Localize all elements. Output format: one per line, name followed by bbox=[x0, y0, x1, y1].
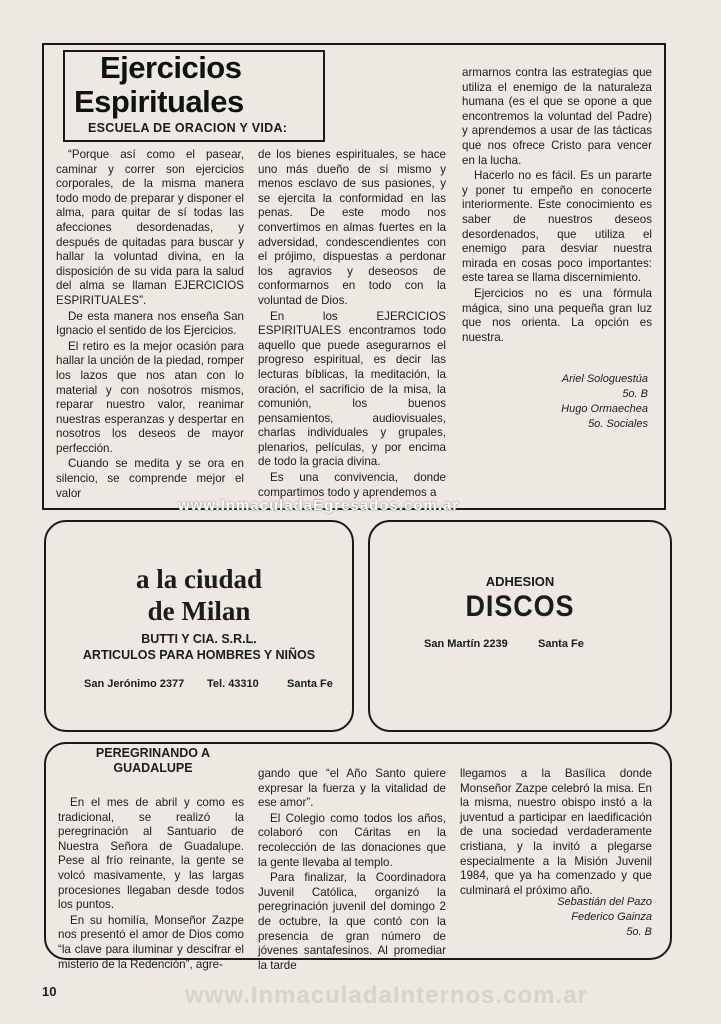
ad-discos-city: Santa Fe bbox=[538, 638, 584, 650]
paragraph: En su homilía, Monseñor Zazpe nos presentó el amor de Dios como “la clave para iluminar y descifrar el misterio de la Redención”, agre- bbox=[58, 913, 244, 971]
paragraph: llegamos a la Basílica donde Monseñor Zazpe celebró la misa. En la misma, nuestro obispo instó a la juventud a participar en laedificación de una sociedad verdaderamente cristiana, y la invitó a plegarse especialmente a la Misión Juvenil 1984, que ya ha comenzado y que culminará el próximo año. bbox=[460, 767, 652, 897]
paragraph: gando que “el Año Santo quiere expresar la fuerza y la vitalidad de ese amor”. bbox=[258, 767, 446, 810]
ad-milan-line1: a la ciudad bbox=[135, 564, 263, 594]
author-class: 5o. B bbox=[622, 388, 648, 400]
author-class: 5o. B bbox=[626, 926, 652, 938]
paragraph: Ejercicios no es una fórmula mágica, sino una pequeña gran luz que nos orienta. La opción es nuestra. bbox=[462, 286, 652, 344]
paragraph: Cuando se medita y se ora en silencio, se comprende mejor el valor bbox=[56, 457, 244, 500]
ad-milan-name bbox=[44, 563, 354, 627]
page-number: 10 bbox=[42, 984, 57, 999]
author-class: 5o. Sociales bbox=[588, 418, 648, 430]
author-name: Federico Gainza bbox=[571, 911, 652, 923]
paragraph: de los bienes espirituales, se hace uno más dueño de sí mismo y menos esclavo de sus pasiones, y se ejercita la conformidad en las penas. De este modo nos convertimos en almas fuertes en la adversidad, condescendientes con el prójimo, dispuestas a perdonar los agravios y deseosos de conformarnos en todo con la voluntad de Dios. bbox=[258, 148, 446, 307]
article-title-line1: Ejercicios bbox=[100, 50, 242, 85]
ad-discos bbox=[368, 520, 672, 732]
ad-discos-name: DISCOS bbox=[465, 590, 575, 623]
article1-column-1 bbox=[56, 148, 244, 502]
watermark-top: www.InmaculadaEgresados.com.ar bbox=[178, 497, 460, 514]
ad-milan-company-block bbox=[44, 631, 354, 663]
watermark-bottom: www.InmaculadaInternos.com.ar bbox=[185, 982, 588, 1009]
ad-discos-header: ADHESION bbox=[485, 574, 555, 589]
article2-title bbox=[58, 746, 248, 776]
author-name: Hugo Ormaechea bbox=[561, 403, 648, 415]
paragraph: De esta manera nos enseña San Ignacio el sentido de los Ejercicios. bbox=[56, 309, 244, 338]
ad-milan-city: Santa Fe bbox=[287, 678, 333, 690]
ad-milan-phone: Tel. 43310 bbox=[207, 678, 259, 690]
author-name: Sebastián del Pazo bbox=[557, 896, 652, 908]
article1-column-2 bbox=[258, 148, 446, 501]
article2-column-2 bbox=[258, 767, 446, 974]
author-name: Ariel Sologuestúa bbox=[561, 373, 648, 385]
article1-signature bbox=[520, 372, 648, 432]
paragraph: Para finalizar, la Coordinadora Juvenil Católica, organizó la peregrinación juvenil del domingo 2 de octubre, la que contó con la presencia de gran número de jóvenes santafesinos. Al promediar la tarde bbox=[258, 871, 446, 972]
paragraph: En los EJERCICIOS ESPIRITUALES encontramos todo aquello que puede asegurarnos el progreso espiritual, es decir las lecturas bíblicas, la meditación, la oración, el sacrificio de la misa, la comunión, los buenos pensamientos, audiovisuales, charlas individuales y grupales, plenarios, películas, y por encima de todo la gracia divina. bbox=[258, 309, 446, 469]
paragraph: “Porque así como el pasear, caminar y correr son ejercicios corporales, de la misma manera todo modo de preparar y disponer el alma, para quitar de sí todas las afecciones desordenadas, y después de quitadas para buscar y hallar la voluntad divina, en la disposición de su vida para la salud del alma se llaman EJERCICIOS ESPIRITUALES”. bbox=[56, 148, 244, 307]
ad-milan-line2: de Milan bbox=[147, 596, 251, 626]
article-title-line2: Espirituales bbox=[74, 84, 244, 119]
ad-milan-address: San Jerónimo 2377 bbox=[84, 678, 185, 690]
paragraph: El retiro es la mejor ocasión para hallar la unción de la piedad, romper los lazos que nos atan con lo material y con nosotros mismos, reparar nuestro valor, reanimar nuestras esperanzas y despertar en nosotros los deseos de mayor perfección. bbox=[56, 339, 244, 455]
paragraph: En el mes de abril y como es tradicional, se realizó la peregrinación al Santuario de Nuestra Señora de Guadalupe. Pese al frío reinante, la gente se volcó masivamente, y las largas procesiones llegaban desde todos los puntos. bbox=[58, 796, 244, 912]
article-subtitle: ESCUELA DE ORACION Y VIDA: bbox=[88, 121, 288, 135]
article2-column-3 bbox=[460, 767, 652, 899]
article1-column-3 bbox=[462, 66, 652, 346]
paragraph: El Colegio como todos los años, colaboró con Cáritas en la recolección de las donaciones que la gente llevaba al templo. bbox=[258, 811, 446, 869]
paragraph: Es una convivencia, donde compartimos todo y aprendemos a bbox=[258, 471, 446, 499]
paragraph: Hacerlo no es fácil. Es un pararte y poner tu empeño en conocerte interiormente. Este conocimiento es saber de nuestros deseos desordenados, que utiliza el enemigo para desviar nuestra mirada en cosas poco importantes: este tarea se llama discernimiento. bbox=[462, 169, 652, 285]
article2-signature bbox=[520, 895, 652, 940]
article2-column-1 bbox=[58, 796, 244, 973]
ad-discos-address: San Martín 2239 bbox=[424, 638, 508, 650]
paragraph: armarnos contra las estrategias que utiliza el enemigo de la naturaleza humana (es el que se opone a que encontremos la voluntad del Padre) y aprendemos a usar de las tácticas que nos ofrece Cristo para vencer en la lucha. bbox=[462, 66, 652, 167]
article2-title-line2: GUADALUPE bbox=[113, 761, 193, 775]
ad-milan-products: ARTICULOS PARA HOMBRES Y NIÑOS bbox=[82, 648, 316, 662]
ad-milan-company: BUTTI Y CIA. S.R.L. bbox=[141, 632, 257, 646]
article2-title-line1: PEREGRINANDO A bbox=[95, 746, 211, 760]
